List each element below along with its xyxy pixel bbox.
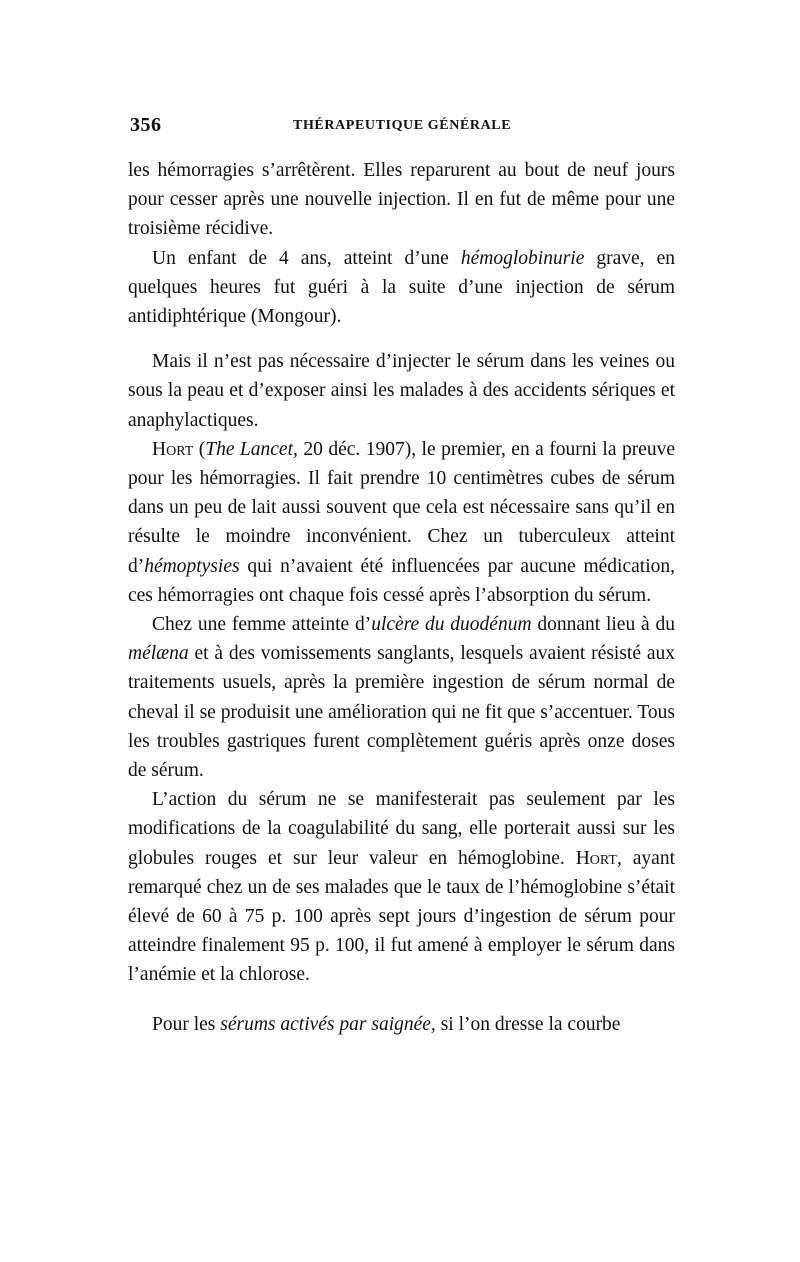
italic-term-hemoglobinurie: hémoglobinurie [460, 247, 585, 269]
italic-term-melaena: mélæna [128, 643, 189, 665]
paragraph-1 [128, 156, 675, 244]
italic-term-serums-actives: sérums activés par saignée, [220, 1013, 436, 1035]
paragraph-5-text-c: et à des vomissements sanglants, lesquels avaient résisté aux traitements usuels, après la première ingestion de sérum normal de cheval il se produisit une amélioration qui ne fit que s’accentuer. Tous les troubles gastriques furent complètement guéris après onze doses de sérum. [128, 643, 675, 782]
paragraph-4-text-a: ( [193, 438, 206, 460]
paragraph-1-text: les hémorragies s’arrêtèrent. Elles reparurent au bout de neuf jours pour cesser après une nouvelle injection. Il en fut de même pour une troisième récidive. [128, 160, 675, 240]
journal-title: The Lancet, [205, 438, 298, 460]
paragraph-4 [128, 435, 675, 610]
author-name-hort-2: Hort [575, 847, 617, 869]
paragraph-2-text-a: Un enfant de 4 ans, atteint d’une [152, 247, 461, 269]
paragraph-5 [128, 610, 675, 785]
italic-term-hemoptysies: hémoptysies [144, 555, 240, 577]
page-number: 356 [130, 114, 162, 136]
italic-term-ulcere: ulcère du duodénum [371, 614, 532, 636]
paragraph-3-text: Mais il n’est pas nécessaire d’injecter le sérum dans les veines ou sous la peau et d’exposer ainsi les malades à des accidents sériques et anaphylactiques. [128, 351, 675, 431]
paragraph-2 [128, 244, 675, 332]
paragraph-6-text-b: , ayant remarqué chez un de ses malades que le taux de l’hémoglobine s’était élevé de 60 à 75 p. 100 après sept jours d’ingestion de sérum pour atteindre finalement 95 p. 100, il fut amené à employer le sérum dans l’anémie et la chlorose. [128, 847, 675, 986]
paragraph-7-text-b: si l’on dresse la courbe [435, 1013, 621, 1035]
paragraph-6 [128, 785, 675, 989]
paragraph-2-text-b: grave, en quelques heures fut guéri à la suite d’une injection de sérum antidiphtérique (Mongour). [128, 247, 675, 328]
author-name-hort: Hort [152, 438, 194, 460]
page-body [128, 156, 675, 1039]
paragraph-7 [128, 1010, 675, 1039]
paragraph-6-text-a: L’action du sérum ne se manifesterait pas seulement par les modifications de la coagulabilité du sang, elle porterait aussi sur les globules rouges et sur leur valeur en hémoglobine. [128, 789, 675, 869]
running-title: THÉRAPEUTIQUE GÉNÉRALE [293, 118, 512, 133]
paragraph-4-text-c: qui n’avaient été influencées par aucune médication, ces hémorragies ont chaque fois cessé après l’absorption du sérum. [128, 555, 675, 606]
paragraph-5-text-b: donnant lieu à du [531, 614, 675, 636]
paragraph-5-text-a: Chez une femme atteinte d’ [152, 614, 372, 636]
page-header [128, 112, 675, 142]
paragraph-4-text-b: 20 déc. 1907), le premier, en a fourni la preuve pour les hémorragies. Il fait prendre 10 centimètres cubes de sérum dans un peu de lait aussi souvent que cela est nécessaire sans qu’il en résulte le moindre inconvénient. Chez un tuberculeux atteint d’ [128, 438, 675, 577]
paragraph-7-text-a: Pour les [152, 1013, 221, 1035]
book-page [128, 112, 675, 1039]
paragraph-3 [128, 347, 675, 435]
